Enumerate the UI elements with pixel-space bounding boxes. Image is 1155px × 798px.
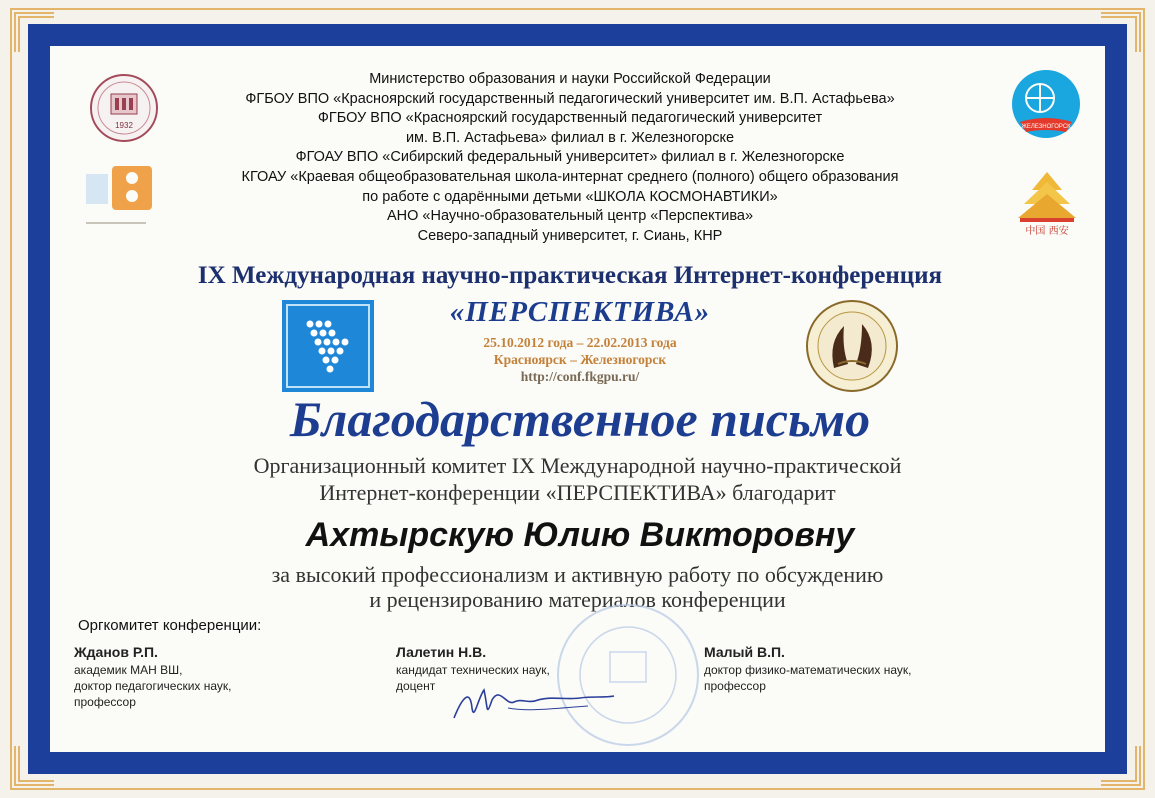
zheleznogorsk-logo-text: ЖЕЛЕЗНОГОРСК bbox=[1021, 124, 1071, 130]
org-line: ФГБОУ ВПО «Красноярский государственный педагогический университет им. В.П. Астафьева» bbox=[245, 90, 895, 107]
letter-title: Благодарственное письмо bbox=[289, 391, 871, 447]
signatory-title: доктор физико-математических наук, bbox=[704, 663, 912, 677]
org-line: им. В.П. Астафьева» филиал в г. Железногорске bbox=[405, 129, 735, 146]
conference-name: «ПЕРСПЕКТИВА» bbox=[449, 296, 711, 328]
china-logo-text: 中国 西安 bbox=[1025, 226, 1069, 237]
xian-university-logo bbox=[1012, 168, 1082, 240]
reason-line: за высокий профессионализм и активную работу по обсуждению bbox=[271, 562, 884, 587]
signatory-title: доктор педагогических наук, bbox=[74, 679, 232, 693]
zheleznogorsk-globe-logo bbox=[1006, 66, 1086, 146]
conference-place: Красноярск – Железногорск bbox=[493, 352, 667, 367]
thanks-line: Интернет-конференции «ПЕРСПЕКТИВА» благодарит bbox=[319, 480, 836, 505]
signatory-title: академик МАН ВШ, bbox=[74, 663, 183, 677]
conference-title: IX Международная научно-практическая Интернет-конференция bbox=[197, 262, 943, 289]
signatory-zhdanov bbox=[74, 644, 232, 710]
org-line: Министерство образования и науки Российской Федерации bbox=[369, 71, 771, 87]
signatory-title: профессор bbox=[704, 679, 766, 693]
signatory-title: профессор bbox=[74, 695, 136, 709]
signatory-title: кандидат технических наук, bbox=[396, 663, 550, 677]
conference-details bbox=[400, 334, 760, 385]
org-line: ФГБОУ ВПО «Красноярский государственный педагогический университет bbox=[317, 110, 823, 127]
handwritten-signature bbox=[448, 678, 618, 728]
signatory-name: Малый В.П. bbox=[704, 644, 785, 660]
perspektiva-conference-logo bbox=[282, 300, 374, 392]
conference-url: http://conf.fkgpu.ru/ bbox=[520, 369, 640, 384]
org-line: по работе с одарёнными детьми «ШКОЛА КОСМОНАВТИКИ» bbox=[362, 188, 778, 205]
organizers-list bbox=[150, 70, 990, 246]
org-line: Северо-западный университет, г. Сиань, КНР bbox=[417, 227, 723, 244]
org-line: КГОАУ «Краевая общеобразовательная школа-интернат среднего (полного) общего образования bbox=[241, 168, 899, 185]
org-line: ФГОАУ ВПО «Сибирский федеральный университет» филиал в г. Железногорске bbox=[295, 149, 845, 166]
kspu-year-text: 1932 bbox=[115, 121, 133, 130]
filial-quill-seal bbox=[804, 298, 900, 394]
committee-label: Оргкомитет конференции: bbox=[78, 617, 262, 634]
signatory-name: Жданов Р.П. bbox=[74, 644, 158, 660]
signatory-name: Лалетин Н.В. bbox=[396, 644, 487, 660]
signatory-title: доцент bbox=[396, 679, 436, 693]
thanks-line: Организационный комитет IX Международной научно-практической bbox=[253, 453, 902, 478]
reason-line: и рецензированию материалов конференции bbox=[369, 587, 786, 612]
conference-dates: 25.10.2012 года – 22.02.2013 года bbox=[483, 335, 677, 350]
thanks-paragraph bbox=[120, 452, 1035, 506]
recipient-name: Ахтырскую Юлию Викторовну bbox=[305, 516, 855, 554]
signatory-malyi bbox=[704, 644, 911, 694]
org-line: АНО «Научно-образовательный центр «Перспектива» bbox=[386, 208, 754, 225]
